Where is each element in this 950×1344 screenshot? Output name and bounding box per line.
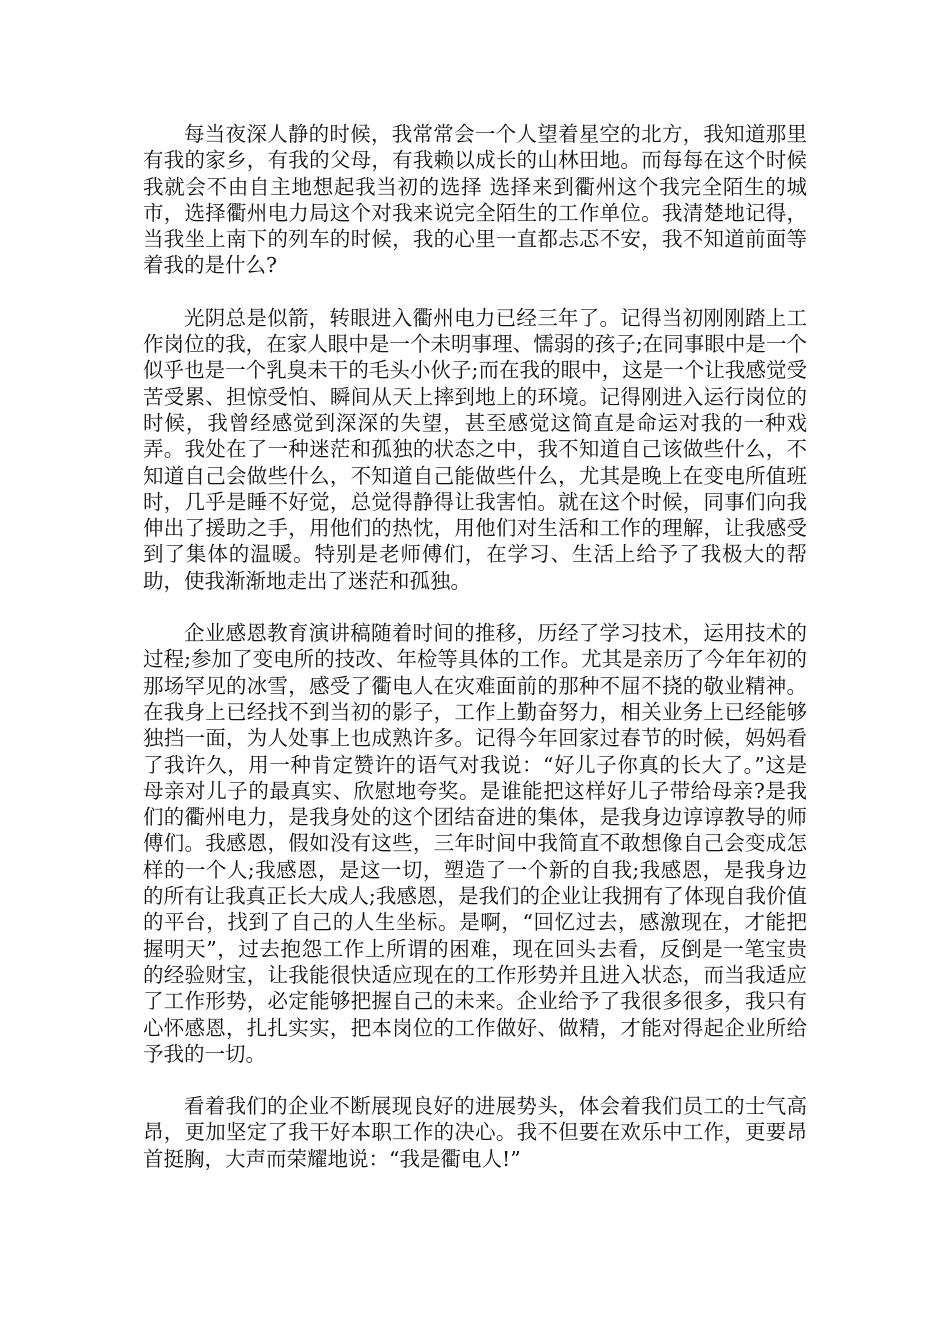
paragraph-2: 光阴总是似箭，转眼进入衢州电力已经三年了。记得当初刚刚踏上工作岗位的我，在家人眼中是一个未明事理、懦弱的孩子;在同事眼中是一个似乎也是一个乳臭未干的毛头小伙子;而在我的眼中，这是一个让我感觉受苦受累、担惊受怕、瞬间从天上摔到地上的环境。记得刚进入运行岗位的时候，我曾经感觉到深深的失望，甚至感觉这简直是命运对我的一种戏弄。我处在了一种迷茫和孤独的状态之中，我不知道自己该做些什么，不知道自己会做些什么，不知道自己能做些什么，尤其是晚上在变电所值班时，几乎是睡不好觉，总觉得静得让我害怕。就在这个时候，同事们向我伸出了援助之手，用他们的热忱，用他们对生活和工作的理解，让我感受到了集体的温暖。特别是老师傅们，在学习、生活上给予了我极大的帮助，使我渐渐地走出了迷茫和孤独。 bbox=[143, 305, 807, 593]
paragraph-4: 看着我们的企业不断展现良好的进展势头，体会着我们员工的士气高昂，更加坚定了我干好本职工作的决心。我不但要在欢乐中工作，更要昂首挺胸，大声而荣耀地说：“我是衢电人!” bbox=[143, 1094, 807, 1171]
paragraph-1: 每当夜深人静的时候，我常常会一个人望着星空的北方，我知道那里有我的家乡，有我的父母，有我赖以成长的山林田地。而每每在这个时候我就会不由自主地想起我当初的选择 选择来到衢州这个我完全陌生的城市，选择衢州电力局这个对我来说完全陌生的工作单位。我清楚地记得，当我坐上南下的列车的时候，我的心里一直都忐忑不安，我不知道前面等着我的是什么? bbox=[143, 122, 807, 278]
document-body bbox=[143, 121, 807, 1198]
paragraph-3: 企业感恩教育演讲稿随着时间的推移，历经了学习技术，运用技术的过程;参加了变电所的技改、年检等具体的工作。尤其是亲历了今年年初的那场罕见的冰雪，感受了衢电人在灾难面前的那种不屈不挠的敬业精神。在我身上已经找不到当初的影子，工作上勤奋努力，相关业务上已经能够独挡一面，为人处事上也成熟许多。记得今年回家过春节的时候，妈妈看了我许久，用一种肯定赞许的语气对我说：“好儿子你真的长大了。”这是母亲对儿子的最真实、欣慰地夸奖。是谁能把这样好儿子带给母亲?是我们的衢州电力，是我身处的这个团结奋进的集体，是我身边谆谆教导的师傅们。我感恩，假如没有这些，三年时间中我简直不敢想像自己会变成怎样的一个人;我感恩，是这一切，塑造了一个新的自我;我感恩，是我身边的所有让我真正长大成人;我感恩，是我们的企业让我拥有了体现自我价值的平台，找到了自己的人生坐标。是啊，“回忆过去，感激现在，才能把握明天”，过去抱怨工作上所谓的困难，现在回头去看，反倒是一笔宝贵的经验财宝，让我能很快适应现在的工作形势并且进入状态，而当我适应了工作形势，必定能够把握自己的未来。企业给予了我很多很多，我只有心怀感恩，扎扎实实，把本岗位的工作做好、做精，才能对得起企业所给予我的一切。 bbox=[143, 621, 807, 1066]
